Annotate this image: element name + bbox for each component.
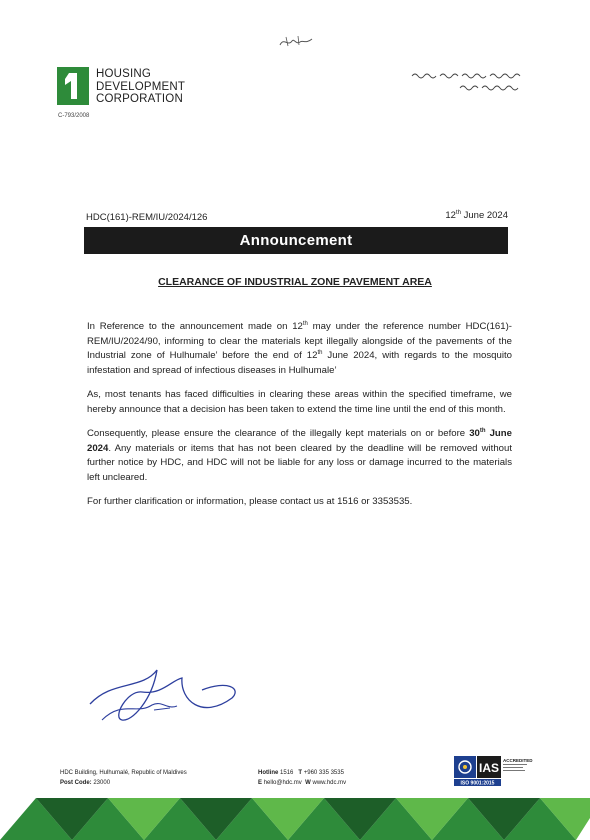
paragraph-deadline: Consequently, please ensure the clearance of the illegally kept materials on or before 30th June 2024. Any materials or items that has not been cleared by the deadline will be removed without further notice by HDC, and HDC will not be liable for any loss or damage incurred to the materials left uncleared. — [87, 427, 512, 483]
footer-contact — [258, 768, 346, 788]
address-text: HDC Building, Hulhumalé, Republic of Maldives — [60, 770, 187, 776]
svg-text:ACCREDITED: ACCREDITED — [503, 758, 533, 763]
logo-line-3: CORPORATION — [96, 93, 183, 105]
green-triangle-band — [0, 798, 590, 840]
hdc-logo-icon — [57, 67, 89, 105]
date-day: 12 — [445, 210, 456, 222]
paragraph-extension: As, most tenants has faced difficulties in clearing these areas within the specified timeframe, we hereby announce that a decision has been taken to extend the time line until the end of this month. — [87, 389, 512, 415]
postcode-line: Post Code: 23000 — [60, 780, 111, 786]
date-suffix: th — [455, 210, 461, 216]
svg-text:ISO 9001:2015: ISO 9001:2015 — [460, 780, 495, 786]
phone-line: Hotline 1516 T +960 335 3535 — [258, 770, 344, 776]
svg-text:IAS: IAS — [478, 761, 500, 775]
ias-accreditation-badge-icon — [454, 756, 534, 786]
logo-wordmark — [96, 68, 185, 106]
letter-body — [87, 320, 512, 520]
logo-line-1: HOUSING — [96, 68, 152, 80]
announcement-banner: Announcement — [84, 227, 508, 254]
signature-icon — [82, 660, 242, 735]
reference-number: HDC(161)-REM/IU/2024/126 — [86, 212, 208, 223]
letter-date — [445, 210, 508, 221]
footer-address — [60, 768, 187, 788]
dhivehi-name-script-icon — [410, 68, 530, 94]
web-line: E hello@hdc.mv W www.hdc.mv — [258, 780, 347, 786]
date-month-year: June 2024 — [460, 210, 508, 222]
paragraph-contact: For further clarification or information, please contact us at 1516 or 3353535. — [87, 496, 413, 507]
deadline-date: 30th June 2024 — [87, 427, 512, 454]
subject-heading: CLEARANCE OF INDUSTRIAL ZONE PAVEMENT AREA — [158, 276, 432, 288]
paragraph-reference: In Reference to the announcement made on 12th may under the reference number HDC(161)-REM/IU/2024/90, informing to clear the materials kept illegally alongside of the pavements of the Industrial zone of Hulhumale’ before the end of 12th June 2024, with regards to the mosquito infestation and spread of infectious diseases in Hulhumale’ — [87, 320, 512, 376]
bismillah-calligraphy-icon — [276, 33, 316, 51]
registration-number: C-793/2008 — [58, 113, 90, 119]
logo-line-2: DEVELOPMENT — [96, 80, 186, 93]
